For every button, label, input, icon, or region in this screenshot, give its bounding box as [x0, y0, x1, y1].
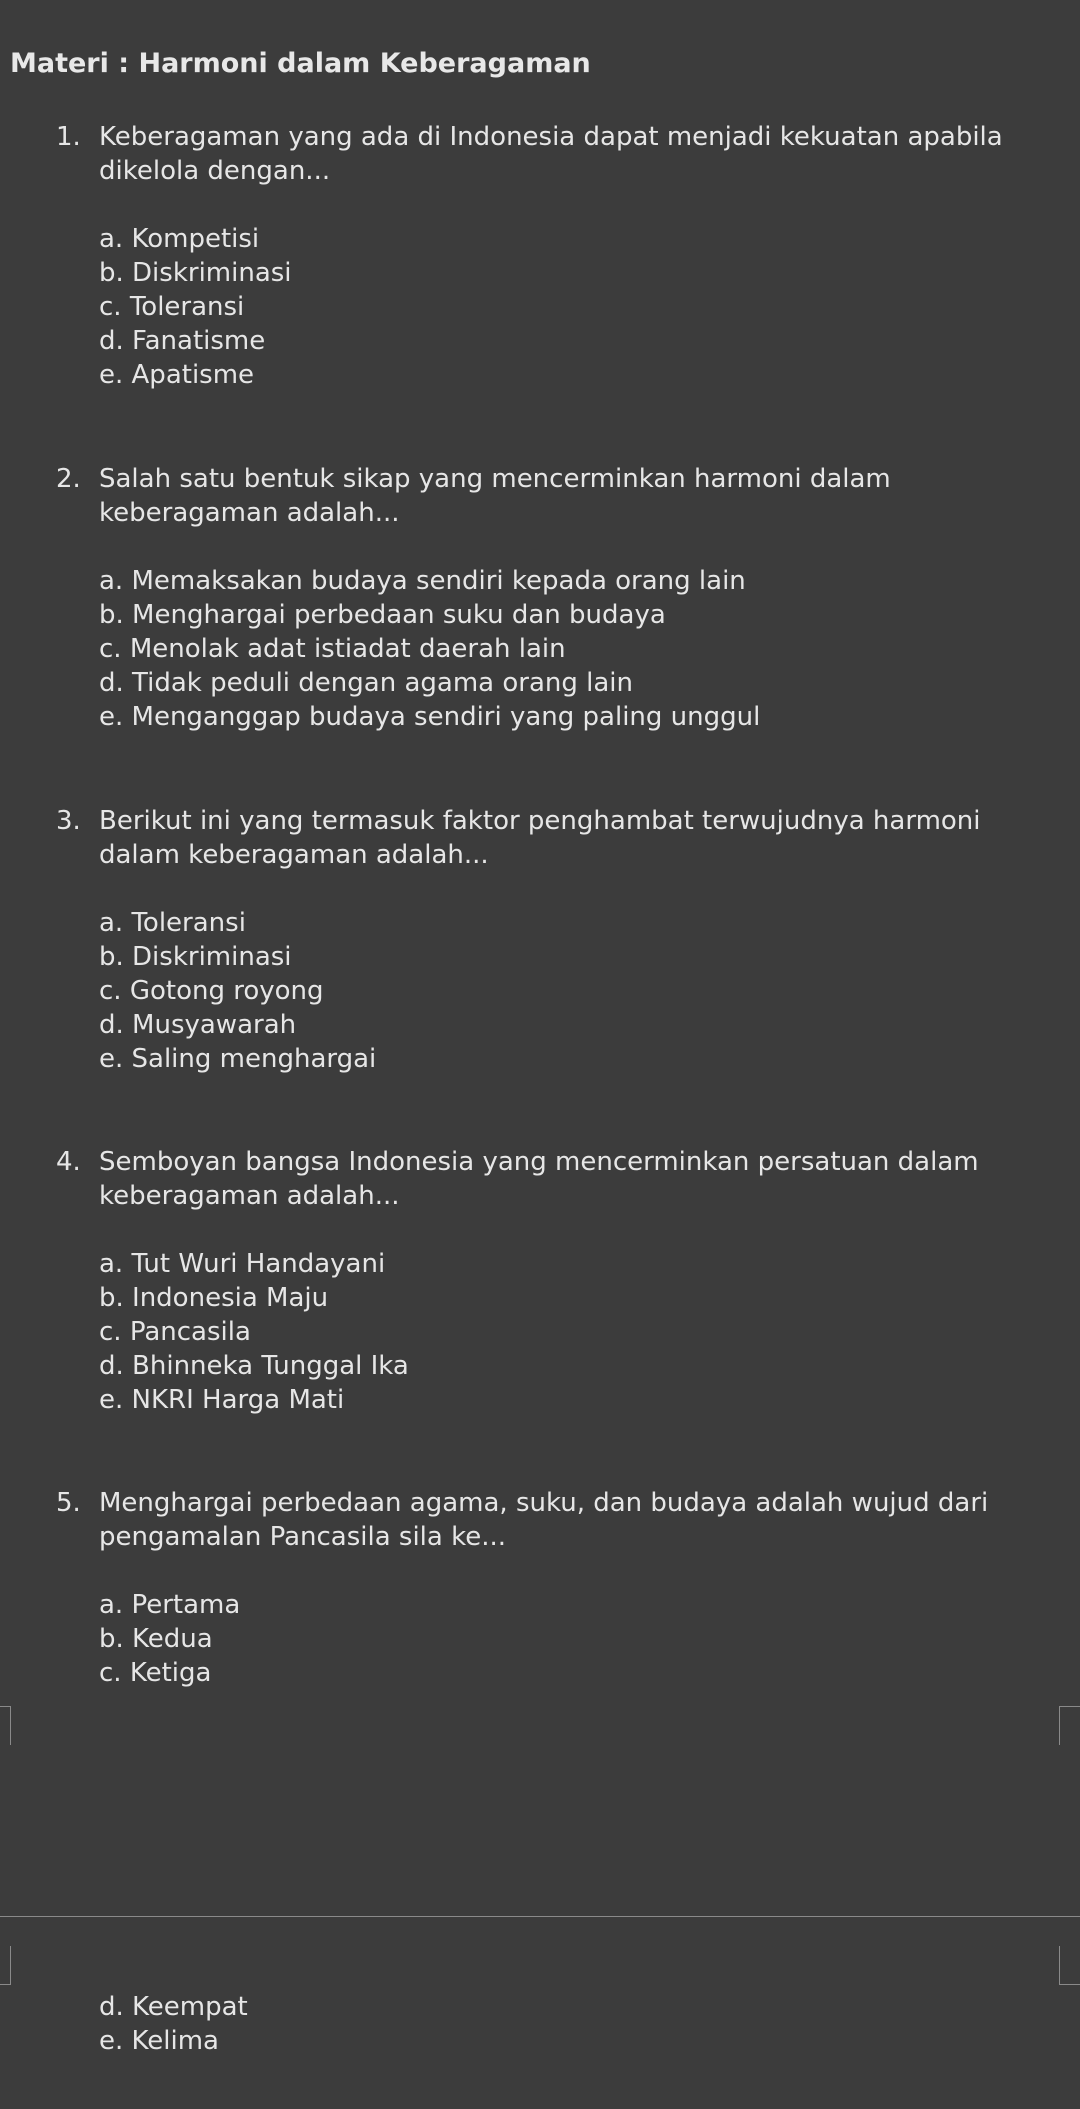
option-d: d. Bhinneka Tunggal Ika	[99, 1351, 409, 1381]
page-divider	[0, 1916, 1080, 1917]
option-a: a. Toleransi	[99, 908, 246, 938]
option-e: e. Kelima	[99, 2026, 219, 2056]
option-a: a. Memaksakan budaya sendiri kepada orang lain	[99, 566, 746, 596]
question-text: Berikut ini yang termasuk faktor penghambat terwujudnya harmoni dalam keberagaman adalah...	[99, 806, 981, 870]
question-number: 3.	[56, 806, 81, 836]
page-corner-mark	[0, 1706, 11, 1745]
option-b: b. Kedua	[99, 1624, 213, 1654]
option-a: a. Kompetisi	[99, 224, 260, 254]
question-text: Menghargai perbedaan agama, suku, dan budaya adalah wujud dari pengamalan Pancasila sila ke...	[99, 1488, 989, 1552]
question-number: 5.	[56, 1488, 81, 1518]
option-c: c. Gotong royong	[99, 976, 324, 1006]
question-text: Keberagaman yang ada di Indonesia dapat menjadi kekuatan apabila dikelola dengan...	[99, 122, 1003, 186]
question-text: Semboyan bangsa Indonesia yang mencerminkan persatuan dalam keberagaman adalah...	[99, 1147, 979, 1211]
option-d: d. Fanatisme	[99, 326, 266, 356]
answer-options	[99, 222, 292, 392]
option-d: d. Keempat	[99, 1992, 248, 2022]
option-e: e. Saling menghargai	[99, 1044, 377, 1074]
option-c: c. Toleransi	[99, 292, 245, 322]
answer-options	[99, 906, 376, 1076]
option-b: b. Diskriminasi	[99, 942, 292, 972]
option-b: b. Indonesia Maju	[99, 1283, 329, 1313]
page-corner-mark	[0, 1946, 11, 1985]
option-c: c. Menolak adat istiadat daerah lain	[99, 634, 566, 664]
question-text: Salah satu bentuk sikap yang mencerminkan harmoni dalam keberagaman adalah...	[99, 464, 891, 528]
option-e: e. Menganggap budaya sendiri yang paling unggul	[99, 702, 761, 732]
answer-options	[99, 564, 760, 734]
option-b: b. Menghargai perbedaan suku dan budaya	[99, 600, 666, 630]
question-number: 4.	[56, 1147, 81, 1177]
option-c: c. Pancasila	[99, 1317, 251, 1347]
answer-options	[99, 1588, 240, 1690]
option-b: b. Diskriminasi	[99, 258, 292, 288]
page-corner-mark	[1059, 1946, 1080, 1985]
option-e: e. NKRI Harga Mati	[99, 1385, 345, 1415]
option-a: a. Pertama	[99, 1590, 241, 1620]
option-d: d. Musyawarah	[99, 1010, 297, 1040]
option-d: d. Tidak peduli dengan agama orang lain	[99, 668, 633, 698]
answer-options	[99, 1247, 409, 1417]
question-number: 1.	[56, 122, 81, 152]
option-e: e. Apatisme	[99, 360, 255, 390]
option-c: c. Ketiga	[99, 1658, 212, 1688]
option-a: a. Tut Wuri Handayani	[99, 1249, 386, 1279]
question-number: 2.	[56, 464, 81, 494]
answer-options-continued	[99, 1990, 248, 2058]
page-corner-mark	[1059, 1706, 1080, 1745]
page-title: Materi : Harmoni dalam Keberagaman	[10, 48, 591, 79]
